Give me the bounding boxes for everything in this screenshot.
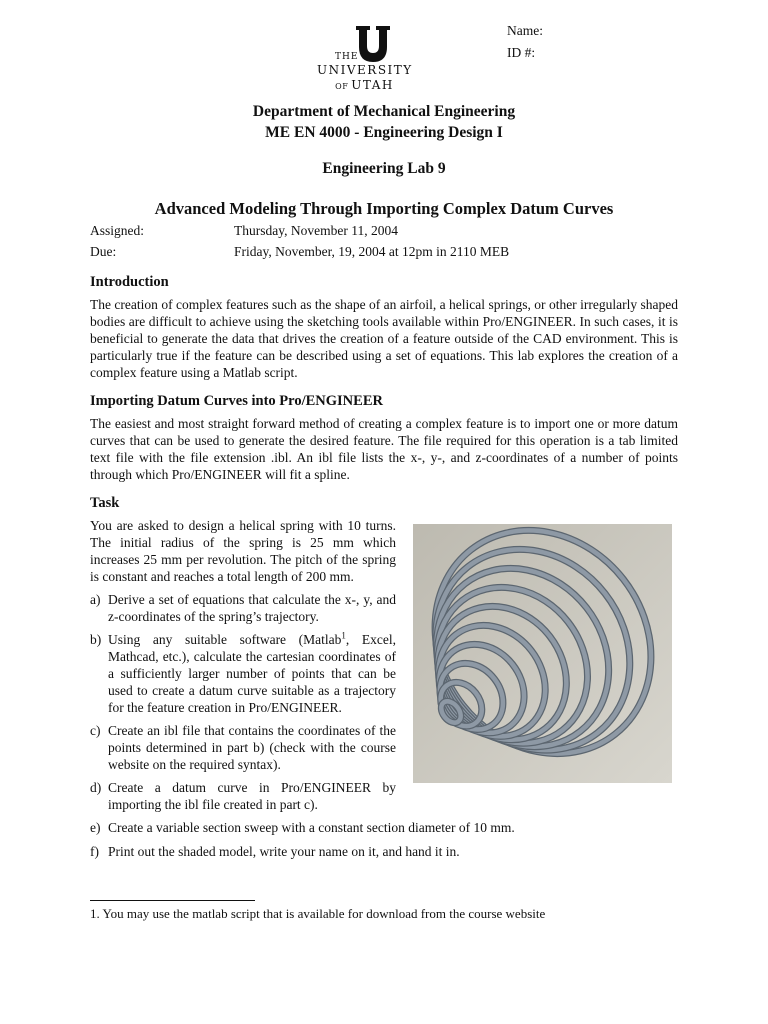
course-name: ME EN 4000 - Engineering Design I <box>265 124 503 141</box>
task-item-marker: b) <box>90 632 102 647</box>
importing-paragraph: The easiest and most straight forward method of creating a complex feature is to import one or more datum curves that can be used to generate the desired feature. The file required for this operation is a tab limited text file with the file extension .ibl. An ibl file lists the x-, y-, and z-coordinates of a number of points through which Pro/ENGINEER will fit a spline. <box>90 416 678 482</box>
task-item-text: Create a variable section sweep with a constant section diameter of 10 mm. <box>108 820 515 835</box>
lab-number: Engineering Lab 9 <box>322 160 446 177</box>
task-item-text: Create a datum curve in Pro/ENGINEER by importing the ibl file created in part c). <box>108 780 396 812</box>
name-id-block <box>507 20 543 64</box>
introduction-paragraph: The creation of complex features such as the shape of an airfoil, a helical springs, or other irregularly shaped bodies are difficult to achieve using the sketching tools available within Pro/ENGINEER. In such cases, it is beneficial to generate the data that drives the creation of a feature outside of the CAD environment. This is particularly true if the feature can be described using a set of equations. This lab explores the creation of a complex feature using a Matlab script. <box>90 297 678 380</box>
assigned-row <box>90 223 398 239</box>
task-item-text <box>108 631 396 716</box>
name-label: Name: <box>507 23 543 38</box>
footnote-ref: 1 <box>341 630 346 641</box>
task-item-text-part: Using any suitable software (Matlab <box>108 632 342 647</box>
task-item-text-part: , Excel, Mathcad, etc.), calculate the cartesian coordinates of a sufficiently larger number of points that can be used to create a datum curve suitable as a trajectory for the feature creation in Pro/ENGINEER. <box>108 632 396 715</box>
task-item-text: Create an ibl file that contains the coordinates of the points determined in part b) (check with the course website on the required syntax). <box>108 723 396 772</box>
due-row <box>90 244 509 260</box>
task-item-marker: a) <box>90 592 101 607</box>
block-u-icon <box>354 26 392 62</box>
logo-utah: UTAH <box>351 78 394 92</box>
task-intro: You are asked to design a helical spring with 10 turns. The initial radius of the spring is 25 mm which increases 25 mm per revolution. The pitch of the spring is constant and reaches a total length of 200 mm. <box>90 518 396 584</box>
task-item-e <box>90 819 678 836</box>
footnote: 1. You may use the matlab script that is available for download from the course website <box>90 906 546 921</box>
lab-title: Advanced Modeling Through Importing Complex Datum Curves <box>154 199 614 218</box>
department-heading <box>90 101 678 143</box>
task-item-marker: d) <box>90 780 102 795</box>
task-item-marker: c) <box>90 723 101 738</box>
logo-the: THE <box>335 52 359 62</box>
task-item-marker: f) <box>90 844 99 859</box>
logo-university: UNIVERSITY <box>317 63 413 77</box>
id-label: ID #: <box>507 45 536 60</box>
task-item-d <box>90 779 396 813</box>
task-item-text: Derive a set of equations that calculate the x-, y, and z-coordinates of the spring’s trajectory. <box>108 592 396 624</box>
due-label: Due: <box>90 244 117 259</box>
importing-heading: Importing Datum Curves into Pro/ENGINEER <box>90 393 383 409</box>
assigned-label: Assigned: <box>90 223 144 238</box>
logo-of: OF <box>335 82 349 91</box>
due-value: Friday, November, 19, 2004 at 12pm in 2110 MEB <box>234 244 510 259</box>
assigned-value: Thursday, November 11, 2004 <box>234 223 398 238</box>
university-logo <box>317 24 412 94</box>
department-name: Department of Mechanical Engineering <box>252 103 516 120</box>
task-item-f <box>90 843 678 860</box>
task-item-a <box>90 591 396 625</box>
spring-figure <box>413 524 672 783</box>
logo-of-utah <box>317 78 412 92</box>
task-item-marker: e) <box>90 820 101 835</box>
introduction-heading: Introduction <box>90 274 169 290</box>
helical-spring-image <box>413 524 672 783</box>
task-item-text: Print out the shaded model, write your name on it, and hand it in. <box>108 844 460 859</box>
task-item-b <box>90 631 396 716</box>
task-heading: Task <box>90 495 120 511</box>
task-item-c <box>90 722 396 773</box>
footnote-divider <box>90 900 255 901</box>
